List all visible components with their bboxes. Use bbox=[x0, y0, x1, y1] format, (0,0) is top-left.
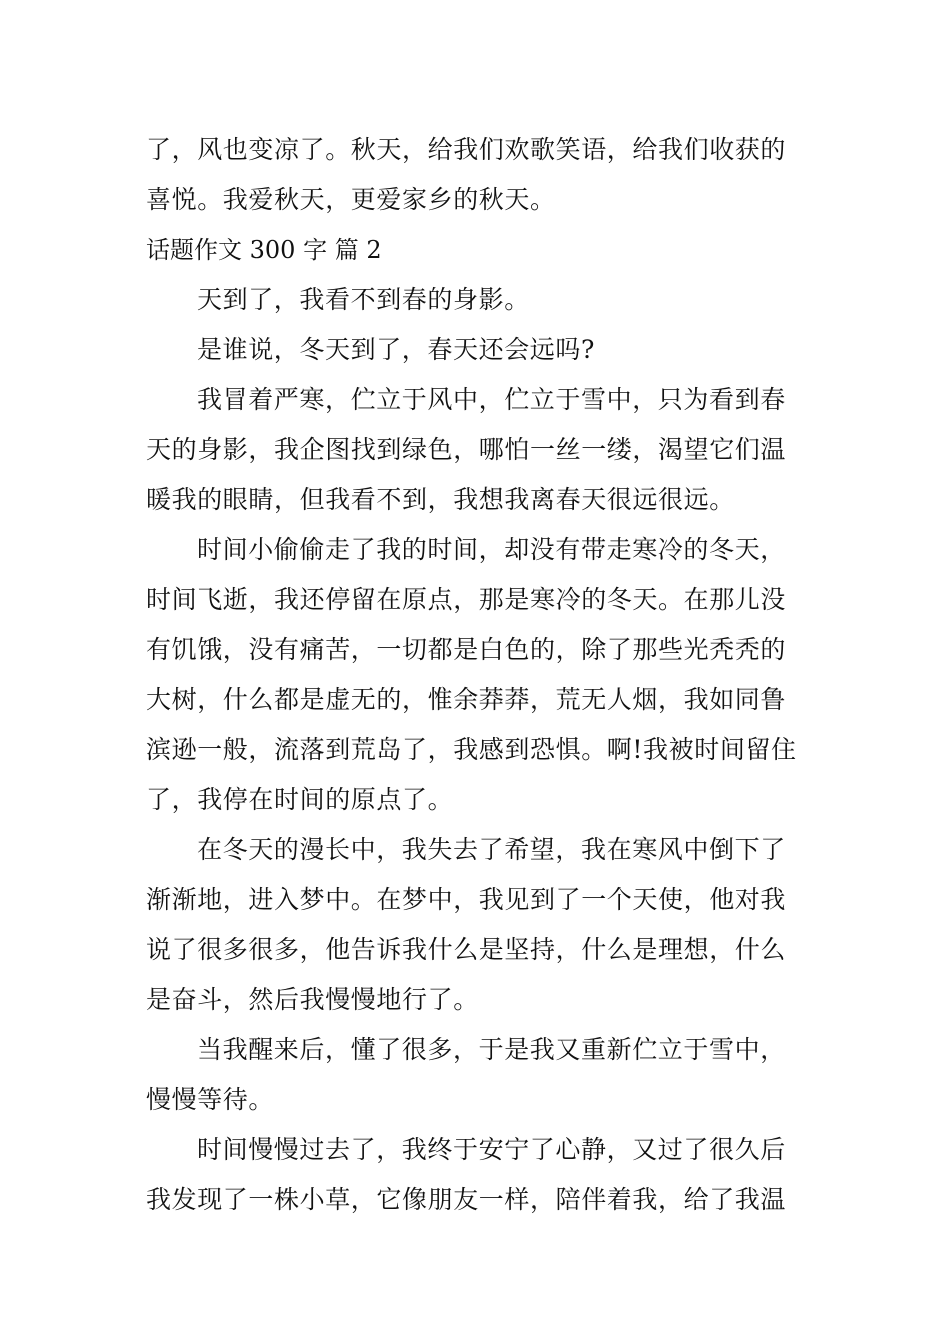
text-line: 喜悦。我爱秋天，更爱家乡的秋天。 bbox=[146, 185, 556, 214]
text-line: 是谁说，冬天到了，春天还会远吗? bbox=[197, 335, 596, 364]
text-line: 是奋斗，然后我慢慢地行了。 bbox=[146, 985, 479, 1014]
text-line: 滨逊一般，流落到荒岛了，我感到恐惧。啊!我被时间留住 bbox=[146, 735, 797, 764]
text-line: 慢慢等待。 bbox=[146, 1085, 275, 1114]
text-line: 暖我的眼睛，但我看不到，我想我离春天很远很远。 bbox=[146, 485, 735, 514]
text-line: 我冒着严寒，伫立于风中，伫立于雪中，只为看到春 bbox=[197, 385, 786, 414]
text-line: 时间飞逝，我还停留在原点，那是寒冷的冬天。在那儿没 bbox=[146, 585, 787, 614]
text-line: 说了很多很多，他告诉我什么是坚持，什么是理想，什么 bbox=[146, 935, 787, 964]
text-line: 了，风也变凉了。秋天，给我们欢歌笑语，给我们收获的 bbox=[146, 135, 787, 164]
text-line: 有饥饿，没有痛苦，一切都是白色的，除了那些光秃秃的 bbox=[146, 635, 787, 664]
text-line: 当我醒来后，懂了很多，于是我又重新伫立于雪中， bbox=[197, 1035, 786, 1064]
text-line: 大树，什么都是虚无的，惟余莽莽，荒无人烟，我如同鲁 bbox=[146, 685, 787, 714]
text-line: 时间慢慢过去了，我终于安宁了心静，又过了很久后 bbox=[197, 1135, 786, 1164]
text-line: 时间小偷偷走了我的时间，却没有带走寒冷的冬天， bbox=[197, 535, 786, 564]
text-line: 在冬天的漫长中，我失去了希望，我在寒风中倒下了 bbox=[197, 835, 786, 864]
text-line: 我发现了一株小草，它像朋友一样，陪伴着我，给了我温 bbox=[146, 1185, 787, 1214]
text-line: 天到了，我看不到春的身影。 bbox=[197, 285, 530, 314]
text-line: 渐渐地，进入梦中。在梦中，我见到了一个天使，他对我 bbox=[146, 885, 787, 914]
text-line: 天的身影，我企图找到绿色，哪怕一丝一缕，渴望它们温 bbox=[146, 435, 787, 464]
section-heading: 话题作文 300 字 篇 2 bbox=[146, 236, 382, 264]
text-line: 了，我停在时间的原点了。 bbox=[146, 785, 454, 814]
